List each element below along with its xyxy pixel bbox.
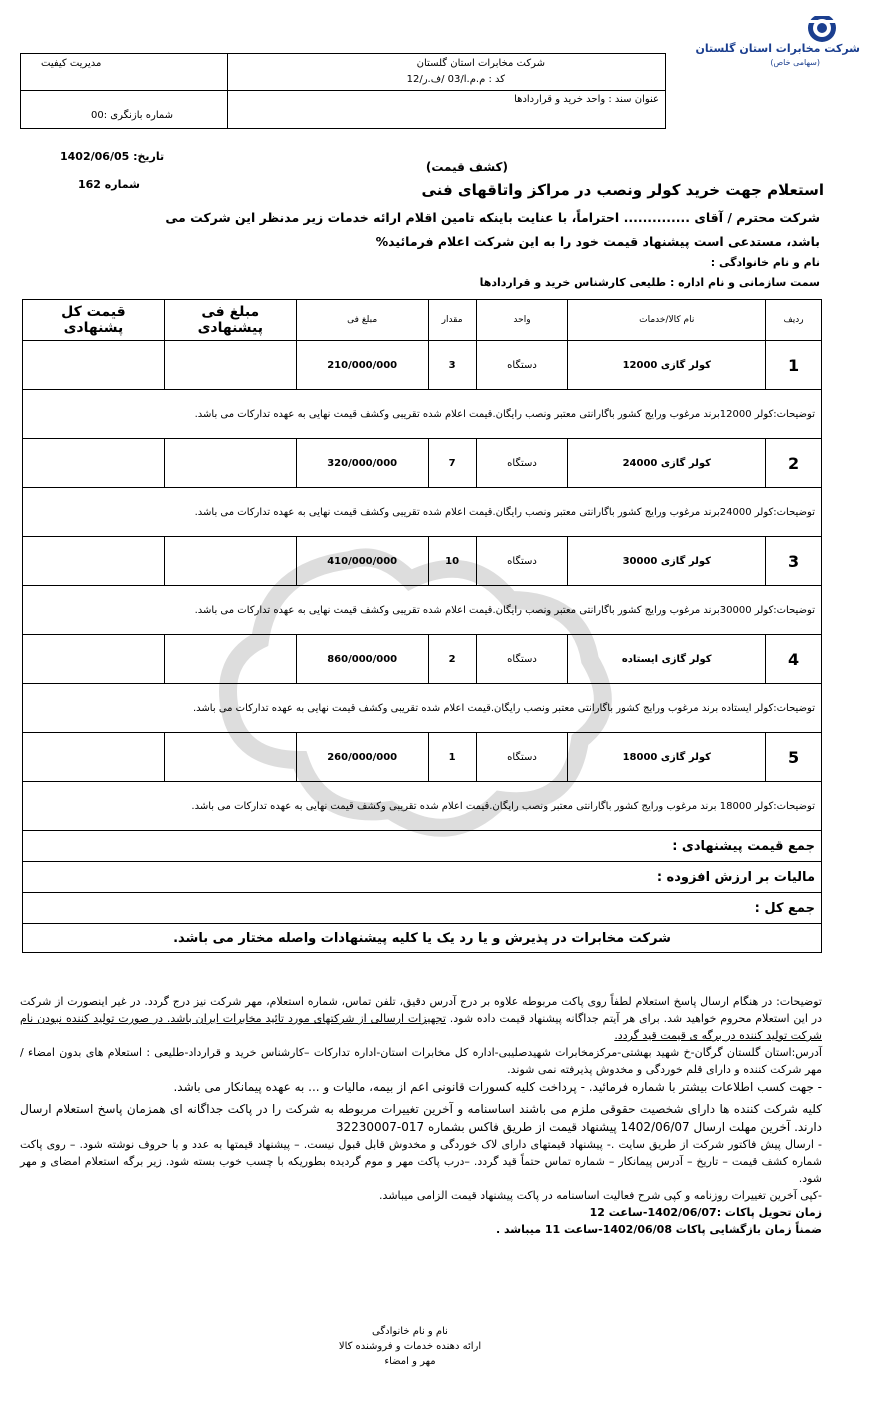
offer-total-cell[interactable]: [23, 341, 165, 390]
col-header-item: نام کالا/خدمات: [568, 300, 766, 341]
item-name: کولر گازی 30000: [568, 537, 766, 586]
offer-total-cell[interactable]: [23, 537, 165, 586]
note-p4: کلیه شرکت کننده ها دارای شخصیت حقوقی ملزم می باشند اساسنامه و آخرین تغییرات مربوطه به شرکت را در پاکت جداگانه ای همزمان پاسخ استعلام ارسال دارند. آخرین مهلت ارسال 1402/06/07 پیشنهاد قیمت از طریق فاکس بشماره 017-32230007: [20, 1102, 822, 1134]
item-description: توضیحات:کولر 18000 برند مرغوب ورایج کشور باگارانتی معتبر ونصب رایگان.قیمت اعلام شده تقریبی وکشف قیمت نهایی به عهده تدارکات می باشد.: [23, 782, 822, 831]
logo-subtext: (سهامی خاص): [770, 58, 820, 67]
item-description: توضیحات:کولر ایستاده برند مرغوب ورایج کشور باگارانتی معتبر ونصب رایگان.قیمت اعلام شده تقریبی وکشف قیمت نهایی به عهده تدارکات می باشد.: [23, 684, 822, 733]
row-number: 3: [766, 537, 822, 586]
item-unit: دستگاه: [476, 635, 568, 684]
offer-unit-cell[interactable]: [164, 635, 296, 684]
offer-unit-cell[interactable]: [164, 439, 296, 488]
position-line: سمت سازمانی و نام اداره : طلیعی کارشناس خرید و قراردادها: [479, 276, 820, 289]
row-number: 4: [766, 635, 822, 684]
col-header-qty: مقدار: [428, 300, 476, 341]
item-description: توضیحات:کولر 12000برند مرغوب ورایج کشور باگارانتی معتبر ونصب رایگان.قیمت اعلام شده تقریبی وکشف قیمت نهایی به عهده تدارکات می باشد.: [23, 390, 822, 439]
number-label: شماره 162: [78, 178, 140, 191]
item-qty: 3: [428, 341, 476, 390]
row-number: 2: [766, 439, 822, 488]
table-header-row: [23, 300, 822, 341]
item-qty: 2: [428, 635, 476, 684]
header-company: شرکت مخابرات استان گلستان: [416, 58, 545, 69]
offer-unit-cell[interactable]: [164, 733, 296, 782]
item-unit: دستگاه: [476, 733, 568, 782]
name-line: نام و نام خانوادگی :: [710, 256, 820, 269]
offer-total-cell[interactable]: [23, 733, 165, 782]
item-name: کولر گازی ایستاده: [568, 635, 766, 684]
col-header-unit: واحد: [476, 300, 568, 341]
header-dept: مدیریت کیفیت: [41, 58, 102, 69]
intro-line-2: باشد، مستدعی است پیشنهاد قیمت خود را به این شرکت اعلام فرمائید%: [375, 234, 820, 249]
note-p8: ضمناً زمان بازگشایی پاکات 1402/06/08-ساعت 11 میباشد .: [495, 1223, 822, 1236]
signature-block: [300, 1324, 520, 1369]
items-table: [22, 299, 822, 953]
col-header-unit-price: مبلغ فی: [296, 300, 428, 341]
intro-line-1: شرکت محترم / آقای .............. احتراماً، با عنایت باینکه تامین اقلام ارائه خدمات زیر مدنظر این شرکت می: [165, 210, 820, 225]
vat-row: [23, 862, 822, 893]
footer-row: [23, 924, 822, 953]
table-row-description: [23, 782, 822, 831]
signature-name: نام و نام خانوادگی: [372, 1326, 448, 1337]
doc-title: استعلام جهت خرید کولر ونصب در مراکز واتاقهای فنی: [421, 181, 824, 199]
table-row: [23, 733, 822, 782]
header-code: کد : م.م.ا/03 /ف.ر/12: [406, 74, 505, 85]
notes-section: [20, 993, 822, 1238]
offer-total-cell[interactable]: [23, 635, 165, 684]
offer-unit-cell[interactable]: [164, 537, 296, 586]
item-price: 260/000/000: [296, 733, 428, 782]
row-number: 5: [766, 733, 822, 782]
note-p1b: تجهیزات ارسالی از شرکتهای مورد تائید مخابرات ایران باشد. در صورت تولید کننده نبودن نام شرکت تولید کننده در برگه ی قیمت قید گردد.: [20, 1012, 822, 1042]
item-price: 860/000/000: [296, 635, 428, 684]
date-label: تاریخ: 1402/06/05: [60, 150, 165, 163]
header-revision: شماره بازنگری :00: [91, 110, 174, 121]
col-header-offer-total: قیمت کل پشنهادی: [23, 300, 165, 341]
sum-label: جمع قیمت پیشنهادی :: [23, 831, 822, 862]
signature-stamp: مهر و امضاء: [384, 1356, 436, 1367]
item-unit: دستگاه: [476, 341, 568, 390]
table-row-description: [23, 586, 822, 635]
note-p2: آدرس:استان گلستان گرگان-خ شهید بهشتی-مرکزمخابرات شهیدصلیبی-اداره کل مخابرات استان-اداره تدارکات –کارشناس خرید و قرارداد-طلیعی : استعلام های بدون امضاء / مهر شرکت کننده و دارای قلم خوردگی و مخدوش پذیرفته نمی شوند.: [20, 1046, 822, 1076]
note-p6: -کپی آخرین تغییرات روزنامه و کپی شرح فعالیت اساسنامه در پاکت پیشنهاد قیمت الزامی میباشد.: [379, 1189, 822, 1202]
table-row-description: [23, 390, 822, 439]
offer-total-cell[interactable]: [23, 439, 165, 488]
table-row: [23, 439, 822, 488]
item-name: کولر گازی 18000: [568, 733, 766, 782]
item-unit: دستگاه: [476, 537, 568, 586]
item-name: کولر گازی 12000: [568, 341, 766, 390]
header-divider: [227, 54, 228, 128]
item-description: توضیحات:کولر 24000برند مرغوب ورایج کشور باگارانتی معتبر ونصب رایگان.قیمت اعلام شده تقریبی وکشف قیمت نهایی به عهده تدارکات می باشد.: [23, 488, 822, 537]
header-doc-title: عنوان سند : واحد خرید و قراردادها: [514, 94, 659, 105]
note-p5: - ارسال پیش فاکتور شرکت از طریق سایت .- پیشنهاد قیمتهای دارای لاک خوردگی و مخدوش قابل قبول نیست. – پیشنهاد قیمتها به عدد و با حروف نوشته شود. – روی پاکت شماره کشف قیمت – تاریخ – آدرس پیمانکار – شماره تماس حتماً قید گردد. –درب پاکت مهر و موم گردیده بطوریکه با چسب خوب بسته شود. زیر برگه استعلام امضای و مهر شود.: [20, 1138, 822, 1185]
item-name: کولر گازی 24000: [568, 439, 766, 488]
total-label: جمع کل :: [23, 893, 822, 924]
item-qty: 7: [428, 439, 476, 488]
item-unit: دستگاه: [476, 439, 568, 488]
item-price: 320/000/000: [296, 439, 428, 488]
table-row-description: [23, 684, 822, 733]
item-qty: 1: [428, 733, 476, 782]
doc-subtitle: (کشف قیمت): [425, 160, 508, 174]
table-row: [23, 635, 822, 684]
offer-unit-cell[interactable]: [164, 341, 296, 390]
document-header: [20, 53, 666, 129]
item-description: توضیحات:کولر 30000برند مرغوب ورایج کشور باگارانتی معتبر ونصب رایگان.قیمت اعلام شده تقریبی وکشف قیمت نهایی به عهده تدارکات می باشد.: [23, 586, 822, 635]
logo-text: شرکت مخابرات استان گلستان: [695, 42, 860, 55]
table-row-description: [23, 488, 822, 537]
row-number: 1: [766, 341, 822, 390]
note-p7: زمان تحویل پاکات :1402/06/07-ساعت 12: [589, 1206, 822, 1219]
table-row: [23, 537, 822, 586]
table-row: [23, 341, 822, 390]
vat-label: مالیات بر ارزش افزوده :: [23, 862, 822, 893]
note-p1a: توضیحات: در هنگام ارسال پاسخ استعلام لطفاً روی پاکت مربوطه علاوه بر درج آدرس دقیق، تلفن تماس، شماره استعلام، مهر شرکت نیز درج گردد. در غیر اینصورت از شرکت در این استعلام محروم خواهید شد. برای هر آیتم جداگانه پیشنهاد قیمت داده شود.: [20, 995, 822, 1025]
total-row: [23, 893, 822, 924]
signature-role: ارائه دهنده خدمات و فروشنده کالا: [338, 1341, 482, 1352]
col-header-offer-unit: مبلغ فی پیشنهادی: [164, 300, 296, 341]
sum-row: [23, 831, 822, 862]
item-price: 410/000/000: [296, 537, 428, 586]
col-header-row: ردیف: [766, 300, 822, 341]
table-footer-note: شرکت مخابرات در پذیرش و یا رد یک یا کلیه پیشنهادات واصله مختار می باشد.: [23, 924, 822, 953]
item-qty: 10: [428, 537, 476, 586]
item-price: 210/000/000: [296, 341, 428, 390]
company-logo: [695, 8, 860, 72]
note-p3: - جهت کسب اطلاعات بیشتر با شماره فرمائید. - پرداخت کلیه کسورات قانونی اعم از بیمه، مالیات و ... به عهده پیمانکار می باشد.: [173, 1080, 822, 1094]
